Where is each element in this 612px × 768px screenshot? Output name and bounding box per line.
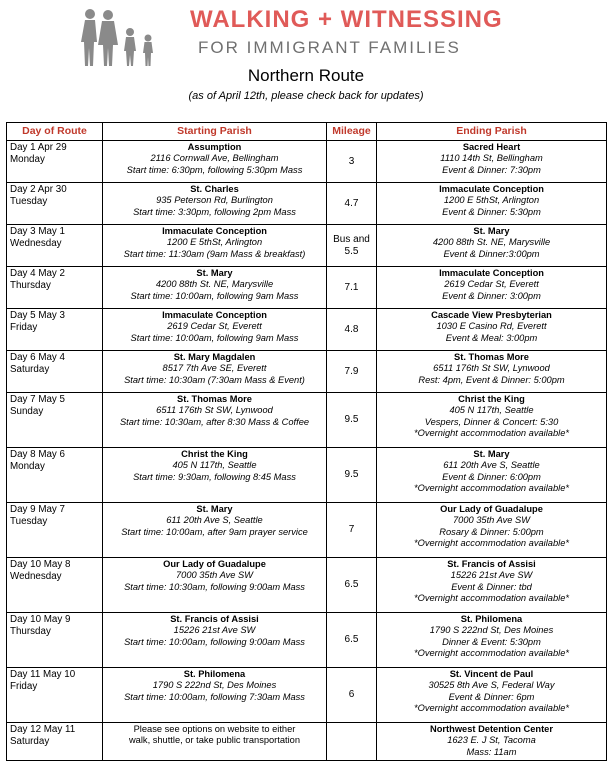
day-cell [7, 351, 103, 393]
day-weekday: Tuesday [10, 196, 48, 207]
end-event-detail: Event & Meal: 3:00pm [445, 332, 538, 343]
start-time: Start time: 10:30am, after 8:30 Mass & Coffee [119, 416, 310, 427]
end-parish-name: Cascade View Presbyterian [431, 310, 552, 320]
start-parish-name: Assumption [187, 142, 242, 152]
end-parish-name: St. Mary [473, 226, 510, 236]
overnight-note: *Overnight accommodation available* [413, 703, 570, 714]
overnight-note: *Overnight accommodation available* [413, 428, 570, 439]
day-weekday: Tuesday [10, 516, 48, 527]
end-event-detail: Event & Dinner: 6pm [448, 691, 535, 702]
end-parish-cell [377, 183, 607, 225]
end-parish-address: 405 N 117th, Seattle [449, 405, 534, 416]
start-parish-address: 405 N 117th, Seattle [172, 460, 257, 471]
start-parish-address: 6511 176th St SW, Lynwood [156, 405, 273, 416]
end-parish-address: 1110 14th St, Bellingham [440, 153, 543, 164]
end-parish-address: 1623 E. J St, Tacoma [447, 735, 536, 746]
end-event-detail: Event & Dinner: 3:00pm [442, 290, 541, 301]
start-parish-cell [103, 351, 327, 393]
day-cell [7, 668, 103, 723]
end-event-detail: Vespers, Dinner & Concert: 5:30 [424, 416, 559, 427]
start-parish-cell [103, 309, 327, 351]
day-date: Day 4 May 2 [10, 268, 65, 279]
day-cell [7, 183, 103, 225]
day-cell [7, 309, 103, 351]
end-parish-cell [377, 393, 607, 448]
table-row [7, 351, 607, 393]
start-parish-name: St. Mary Magdalen [173, 352, 256, 362]
day-cell [7, 448, 103, 503]
start-time: Start time: 10:00am, after 9am prayer service [121, 526, 308, 537]
end-event-detail: Event & Dinner:3:00pm [443, 248, 540, 259]
start-parish-name: St. Francis of Assisi [170, 614, 259, 624]
table-row [7, 267, 607, 309]
day-weekday: Sunday [10, 406, 44, 417]
day-date: Day 10 May 8 [10, 559, 71, 570]
end-parish-address: 1790 S 222nd St, Des Moines [429, 625, 554, 636]
end-parish-name: St. Philomena [460, 614, 523, 624]
day-weekday: Friday [10, 681, 38, 692]
start-parish-cell [103, 448, 327, 503]
mileage-cell: 9.5 [327, 393, 377, 448]
end-parish-address: 30525 8th Ave S, Federal Way [428, 680, 555, 691]
day-date: Day 6 May 4 [10, 352, 65, 363]
day-cell [7, 558, 103, 613]
day-weekday: Thursday [10, 280, 51, 291]
start-parish-name: St. Mary [196, 504, 233, 514]
table-row [7, 309, 607, 351]
end-parish-address: 2619 Cedar St, Everett [444, 279, 539, 290]
mileage-cell: 7.1 [327, 267, 377, 309]
start-parish-name: St. Charles [190, 184, 239, 194]
end-event-detail: Rest: 4pm, Event & Dinner: 5:00pm [418, 374, 565, 385]
table-row [7, 448, 607, 503]
end-parish-cell [377, 503, 607, 558]
day-cell [7, 225, 103, 267]
end-parish-cell [377, 309, 607, 351]
start-parish-cell [103, 225, 327, 267]
day-cell [7, 267, 103, 309]
end-parish-address: 611 20th Ave S, Seattle [443, 460, 540, 471]
end-parish-cell [377, 558, 607, 613]
start-parish-name: Christ the King [181, 449, 248, 459]
day-date: Day 7 May 5 [10, 394, 65, 405]
col-header-end: Ending Parish [377, 123, 607, 141]
end-event-detail: Event & Dinner: 6:00pm [442, 471, 541, 482]
mileage-cell: 7 [327, 503, 377, 558]
start-parish-address: 935 Peterson Rd, Burlington [156, 195, 273, 206]
start-parish-address: 2116 Cornwall Ave, Bellingham [150, 153, 279, 164]
start-parish-address: 2619 Cedar St, Everett [167, 321, 262, 332]
start-parish-cell [103, 183, 327, 225]
end-parish-cell [377, 723, 607, 761]
end-parish-cell [377, 267, 607, 309]
mileage-cell: 4.8 [327, 309, 377, 351]
end-parish-cell [377, 613, 607, 668]
start-time: Start time: 10:00am, following 9am Mass [130, 290, 299, 301]
schedule-table [6, 122, 607, 761]
start-parish-name: St. Thomas More [177, 394, 252, 404]
day-cell [7, 723, 103, 761]
start-parish-cell [103, 613, 327, 668]
table-row [7, 668, 607, 723]
end-event-detail: Rosary & Dinner: 5:00pm [439, 526, 544, 537]
start-parish-address: 1790 S 222nd St, Des Moines [152, 680, 277, 691]
start-parish-name: St. Philomena [183, 669, 246, 679]
mileage-cell: 6.5 [327, 558, 377, 613]
start-parish-cell [103, 267, 327, 309]
day-weekday: Wednesday [10, 238, 62, 249]
start-parish-cell [103, 503, 327, 558]
day-date: Day 9 May 7 [10, 504, 65, 515]
end-parish-address: 7000 35th Ave SW [452, 515, 530, 526]
update-note: (as of April 12th, please check back for updates) [188, 90, 424, 102]
end-parish-name: Christ the King [458, 394, 525, 404]
mileage-cell: 4.7 [327, 183, 377, 225]
end-event-detail: Event & Dinner: 5:30pm [442, 206, 541, 217]
start-parish-address: 15226 21st Ave SW [173, 625, 256, 636]
day-date: Day 10 May 9 [10, 614, 71, 625]
end-parish-cell [377, 668, 607, 723]
end-parish-name: Our Lady of Guadalupe [440, 504, 543, 514]
end-parish-address: 4200 88th St. NE, Marysville [432, 237, 551, 248]
overnight-note: *Overnight accommodation available* [413, 648, 570, 659]
start-parish-address: 7000 35th Ave SW [175, 570, 253, 581]
table-row [7, 613, 607, 668]
day-date: Day 2 Apr 30 [10, 184, 67, 195]
start-parish-address: 611 20th Ave S, Seattle [166, 515, 263, 526]
col-header-day: Day of Route [7, 123, 103, 141]
start-parish-cell [103, 558, 327, 613]
end-parish-cell [377, 225, 607, 267]
day-weekday: Monday [10, 154, 45, 165]
table-row [7, 393, 607, 448]
table-row [7, 225, 607, 267]
day-weekday: Thursday [10, 626, 51, 637]
table-row [7, 723, 607, 761]
start-time: Start time: 10:00am, following 9:00am Mass [124, 636, 305, 647]
end-event-detail: Event & Dinner: tbd [451, 581, 532, 592]
end-event-detail: Dinner & Event: 5:30pm [442, 636, 541, 647]
end-event-detail: Mass: 11am [466, 746, 517, 757]
start-parish-name: St. Mary [196, 268, 233, 278]
mileage-cell: 3 [327, 141, 377, 183]
start-time: Start time: 9:30am, following 8:45 Mass [133, 471, 296, 482]
mileage-cell [327, 723, 377, 761]
start-parish-name: Immaculate Conception [162, 310, 267, 320]
start-parish-cell [103, 393, 327, 448]
end-parish-cell [377, 351, 607, 393]
mileage-cell: 6.5 [327, 613, 377, 668]
start-time: Start time: 10:00am, following 7:30am Mass [124, 691, 305, 702]
mileage-cell: 7.9 [327, 351, 377, 393]
day-date: Day 11 May 10 [10, 669, 76, 680]
end-parish-name: St. Vincent de Paul [449, 669, 534, 679]
mileage-cell: Bus and 5.5 [327, 225, 377, 267]
start-time: Start time: 6:30pm, following 5:30pm Mass [126, 164, 303, 175]
table-row [7, 141, 607, 183]
end-parish-name: Sacred Heart [462, 142, 521, 152]
start-parish-name: Immaculate Conception [162, 226, 267, 236]
end-parish-address: 1030 E Casino Rd, Everett [436, 321, 547, 332]
end-parish-address: 15226 21st Ave SW [450, 570, 533, 581]
day-date: Day 12 May 11 [10, 724, 76, 735]
end-parish-address: 1200 E 5thSt, Arlington [443, 195, 540, 206]
start-parish-cell [103, 668, 327, 723]
day-cell [7, 503, 103, 558]
table-row [7, 558, 607, 613]
header [0, 0, 612, 122]
brand-subtitle: FOR IMMIGRANT FAMILIES [198, 38, 461, 57]
day-date: Day 3 May 1 [10, 226, 65, 237]
day-weekday: Saturday [10, 736, 50, 747]
day-weekday: Monday [10, 461, 45, 472]
table-row [7, 183, 607, 225]
start-parish-cell [103, 141, 327, 183]
start-time: Start time: 10:00am, following 9am Mass [130, 332, 299, 343]
start-time: Start time: 11:30am (9am Mass & breakfast) [123, 248, 306, 259]
end-event-detail: Event & Dinner: 7:30pm [442, 164, 541, 175]
brand-title: WALKING + WITNESSING [190, 6, 503, 33]
overnight-note: *Overnight accommodation available* [413, 593, 570, 604]
end-parish-name: St. Francis of Assisi [447, 559, 536, 569]
day-date: Day 8 May 6 [10, 449, 65, 460]
mileage-cell: 9.5 [327, 448, 377, 503]
family-walking-logo-icon [74, 6, 170, 68]
start-time: Start time: 10:30am, following 9:00am Mass [124, 581, 305, 592]
end-parish-name: St. Thomas More [454, 352, 529, 362]
start-time: Start time: 10:30am (7:30am Mass & Event) [124, 374, 305, 385]
start-parish-address: 8517 7th Ave SE, Everett [162, 363, 267, 374]
header-row [7, 123, 607, 141]
day-weekday: Friday [10, 322, 38, 333]
start-parish-address: 1200 E 5thSt, Arlington [166, 237, 263, 248]
overnight-note: *Overnight accommodation available* [413, 483, 570, 494]
day-cell [7, 141, 103, 183]
day-weekday: Wednesday [10, 571, 62, 582]
end-parish-cell [377, 448, 607, 503]
end-parish-name: Immaculate Conception [439, 184, 544, 194]
mileage-cell: 6 [327, 668, 377, 723]
end-parish-name: Northwest Detention Center [430, 724, 553, 734]
start-time: Start time: 3:30pm, following 2pm Mass [133, 206, 296, 217]
start-parish-cell [103, 723, 327, 761]
day-date: Day 5 May 3 [10, 310, 65, 321]
end-parish-cell [377, 141, 607, 183]
col-header-start: Starting Parish [103, 123, 327, 141]
start-parish-address: Please see options on website to either [133, 724, 296, 734]
day-date: Day 1 Apr 29 [10, 142, 67, 153]
start-parish-name: Our Lady of Guadalupe [163, 559, 266, 569]
end-parish-name: St. Mary [473, 449, 510, 459]
day-weekday: Saturday [10, 364, 50, 375]
end-parish-name: Immaculate Conception [439, 268, 544, 278]
start-time: walk, shuttle, or take public transportation [128, 735, 301, 746]
day-cell [7, 613, 103, 668]
col-header-mileage: Mileage [327, 123, 377, 141]
day-cell [7, 393, 103, 448]
end-parish-address: 6511 176th St SW, Lynwood [433, 363, 550, 374]
table-row [7, 503, 607, 558]
start-parish-address: 4200 88th St. NE, Marysville [155, 279, 274, 290]
overnight-note: *Overnight accommodation available* [413, 538, 570, 549]
route-title: Northern Route [247, 66, 365, 85]
